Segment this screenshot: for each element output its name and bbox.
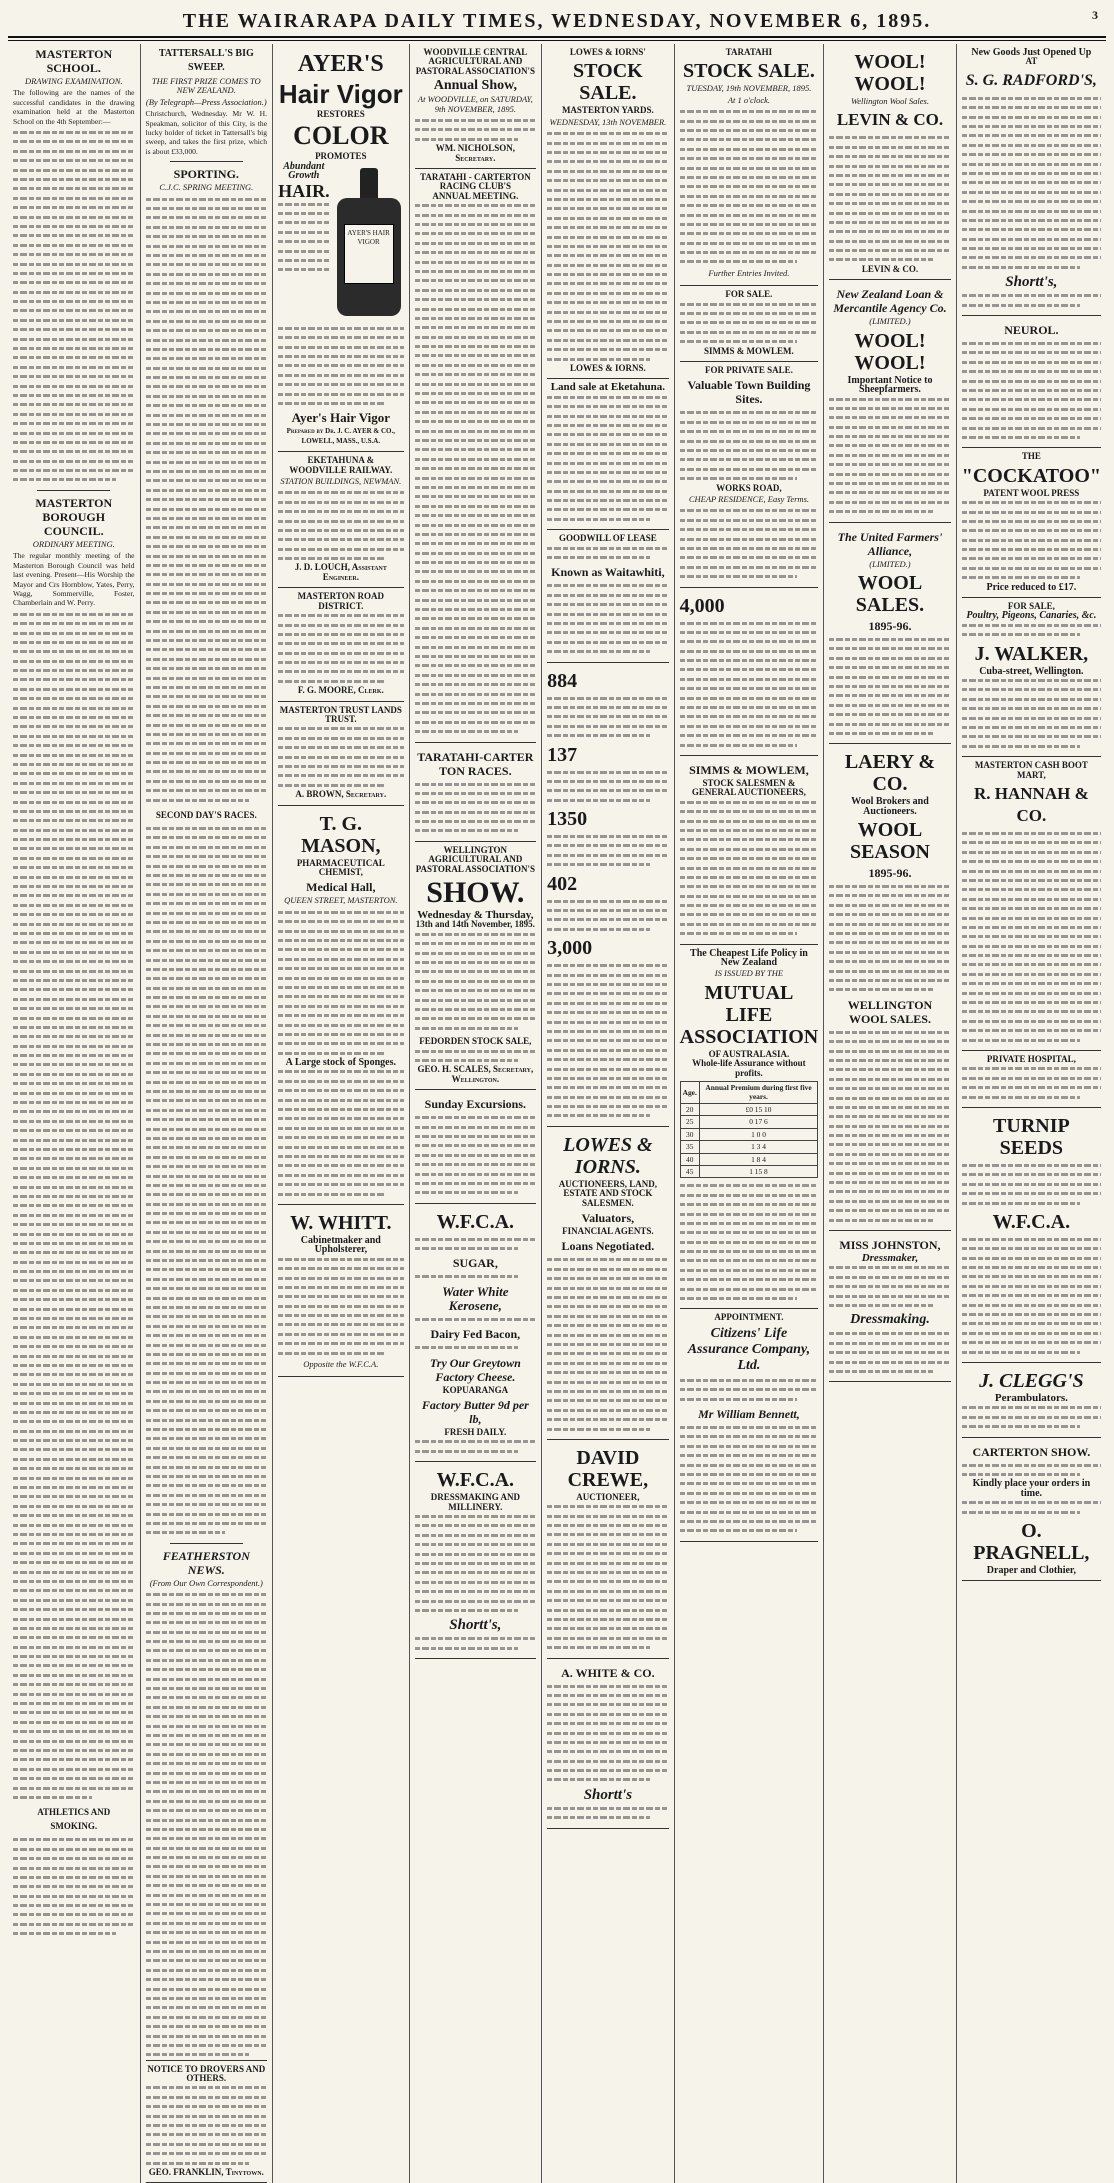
wfca-dressmaking-ad [415,1462,537,1659]
acres-1350: 1350 [547,808,588,831]
road-district-signature: F. G. MOORE, Clerk. [297,685,384,696]
article-title-sporting: SPORTING. [173,167,239,182]
ayers-product: Hair Vigor [278,79,403,109]
trust-lands-signature: A. BROWN, Secretary. [295,789,387,800]
ayers-hair-vigor-ad [278,44,404,452]
table-cell: 35 [680,1141,699,1153]
sponges-line: A Large stock of Sponges. [285,1057,396,1069]
acres-402: 402 [547,872,578,895]
article-title-masterton-school: MASTERTON SCHOOL. [35,47,113,75]
land-sale-title: Land sale at Eketahuna. [550,381,666,394]
a-white-name: A. WHITE & CO. [561,1665,655,1680]
woodville-date: At WOODVILLE, on SATURDAY, 9th NOVEMBER, 1895. [417,94,533,114]
works-road-sub: CHEAP RESIDENCE, Easy Terms. [688,493,810,504]
trust-lands-ad [278,702,404,806]
cockatoo-press-ad [962,448,1101,598]
article-body-second-day [146,824,268,1538]
lowes-signature: LOWES & IORNS. [569,362,646,373]
columns [8,44,1106,2177]
article-title-borough-council: MASTERTON BOROUGH COUNCIL. [35,495,113,538]
article-byline-tattersall: (By Telegraph—Press Association.) [145,96,267,107]
woodville-signature: WM. NICHOLSON, Secretary. [435,143,515,163]
citizens-life-ad [680,1309,819,1541]
eketahuna-railway-ad [278,452,404,588]
wfca2-title: W.F.C.A. [436,1469,515,1492]
goodwill-title: GOODWILL OF LEASE [559,533,657,544]
table-cell: 1 15 8 [699,1165,817,1177]
laery-name: LAERY & CO. [844,751,936,796]
neurol-title: NEUROL. [1004,323,1059,338]
levin-name: LEVIN & CO. [836,110,944,130]
carterton-show-sub: Kindly place your orders in time. [972,1478,1091,1499]
lowes2-loans: Loans Negotiated. [561,1239,655,1254]
column-3 [273,44,410,2183]
johnston-name: MISS JOHNSTON, [839,1237,941,1252]
column-6 [675,44,825,2183]
article-title-tattersall: TATTERSALL'S BIG SWEEP. [158,48,254,73]
article-subtitle-ordinary-meeting: ORDINARY MEETING. [32,538,115,549]
taratahi-stock-sale-ad [680,44,819,286]
column-4 [410,44,543,2183]
article-lead-council: The regular monthly meeting of the Masterton Borough Council was held last evening. Present—His Worship the Mayor and Crs Hornblow, Yates, Perry, Wagg, Sommerville, Foster, Chamberlain and W. Perry. [13,551,135,608]
for-sale-cabinet-ad [680,286,819,362]
nz-loan-title: New Zealand Loan & Mercantile Agency Co. [833,287,947,316]
simms-name: SIMMS & MOWLEM, [689,762,809,777]
wool-sales-year: 1895-96. [868,618,912,633]
dressmaking-title: Dressmaking. [850,1312,930,1328]
wellington-show-big: SHOW. [426,876,525,910]
shortts-col8: Shortt's, [1005,274,1058,291]
wfca-kerosene: Water White Kerosene, [442,1283,509,1313]
taratahi-racing-sub: ANNUAL MEETING. [432,190,519,201]
lowes-date: WEDNESDAY, 13th NOVEMBER. [549,116,667,127]
hannah-name: R. HANNAH & CO. [973,783,1089,825]
carterton-show-title: CARTERTON SHOW. [972,1444,1091,1459]
page-number: 3 [1092,8,1100,22]
lowes-stock-sale: STOCK SALE. [573,60,643,105]
crewe-name: DAVID CREWE, [567,1446,649,1491]
ayers-brand: AYER'S [297,51,384,77]
article-body-sporting [146,195,268,805]
table-cell: 40 [680,1153,699,1165]
taratahi-title: TARATAHI [725,47,773,57]
united-farmers-ad [829,523,951,745]
acres-137: 137 [547,743,578,766]
fedorden-signature: GEO. H. SCALES, Secretary, Wellington. [417,1064,534,1084]
a-white-ad [547,1659,669,1829]
cockatoo-price: Price reduced to £17. [986,581,1077,593]
radford-title: New Goods Just Opened Up [971,47,1092,58]
taratahi-racing-title: TARATAHI - CARTERTON RACING CLUB'S [419,172,531,192]
acres-3000: 3,000 [547,937,593,960]
wellington-show-dates2: 13th and 14th November, 1895. [415,919,535,930]
ayers-claim-restores: RESTORES [316,109,365,119]
notice-drovers-title: NOTICE TO DROVERS AND OTHERS. [147,2063,266,2084]
lowes-iorns-stock-sale-ad [547,44,669,379]
levin-wool-big: WOOL! WOOL! [854,51,926,95]
levin-wool-ad [829,44,951,280]
wool-sales-big: WOOL SALES. [855,571,925,616]
premium-col-premium: Annual Premium during first five years. [699,1082,817,1104]
woodville-title: WOODVILLE CENTRAL AGRICULTURAL AND PASTORAL ASSOCIATION'S [415,47,535,76]
lowes2-sub: AUCTIONEERS, LAND, ESTATE AND STOCK SALESMEN. [558,1178,658,1208]
nz-loan-limited: (LIMITED.) [869,316,911,327]
premium-table-header [680,1082,818,1104]
article-subtitle-drawing: DRAWING EXAMINATION. [24,76,123,86]
table-row [680,1153,818,1165]
article-lead-tattersall: Christchurch, Wednesday. Mr W. H. Speakman, solicitor of this City, is the lucky holder of ticket in Tattersall's big sweep, and takes the first prize, which is about £33,000. [145,109,268,156]
simms-sub: STOCK SALESMEN & GENERAL AUCTIONEERS, [691,777,806,798]
laery-ad [829,744,951,1231]
article-body-featherston [146,1590,268,2060]
acres-884: 884 [547,669,578,692]
mason-hall: Medical Hall, [306,880,376,895]
pragnell-sub: Draper and Clothier, [986,1564,1076,1576]
eketahuna-signature: J. D. LOUCH, Assistant Engineer. [294,562,387,582]
wfca-bacon: Dairy Fed Bacon, [430,1327,521,1342]
whitt-footer: Opposite the W.F.C.A. [303,1359,379,1370]
article-body-drawing [13,128,135,485]
taratahi-footer: Further Entries Invited. [708,267,790,278]
column-7 [824,44,957,2183]
sunday-excursions-ad [415,1090,537,1204]
kopuaranga-fresh: FRESH DAILY. [444,1427,507,1438]
notice-to-drovers [146,2060,268,2183]
article-byline-featherston: (From Our Own Correspondent.) [149,1577,263,1588]
ayers-tagline: Ayer's Hair Vigor [291,410,391,426]
private-sale-title: FOR PRIVATE SALE. [704,365,793,376]
road-district-ad [278,588,404,701]
wellington-wool-sales: WELLINGTON WOOL SALES. [847,997,933,1026]
whitt-name: W. WHITT. [290,1211,392,1234]
shortts-col4: Shortt's, [449,1617,502,1634]
radford-at: AT [1025,56,1038,67]
article-title-featherston: FEATHERSTON NEWS. [162,1548,250,1577]
table-row [680,1103,818,1115]
acreage-listings-ad [547,663,669,1127]
boot-mart-title: MASTERTON CASH BOOT MART, [974,760,1088,780]
ayers-claim-hair: HAIR. [278,180,330,201]
table-cell: 1 8 4 [699,1153,817,1165]
article-body-council [13,610,135,1803]
hospital-title: PRIVATE HOSPITAL, [986,1053,1076,1064]
levin-signature: LEVIN & CO. [861,263,919,274]
poultry-ad [962,598,1101,757]
column-5 [542,44,675,2183]
david-crewe-ad [547,1440,669,1659]
mason-sub: PHARMACEUTICAL CHEMIST, [296,857,385,877]
taratahi-carterton-title: TARATAHI-CARTER TON RACES. [417,749,534,778]
wellington-show-ad [415,842,537,1090]
bottle-label: AYER'S HAIR VIGOR [344,224,394,284]
wfca-cheese: Try Our Greytown Factory Cheese. [429,1355,521,1384]
mutual-title: MUTUAL LIFE ASSOCIATION [679,981,819,1048]
mutual-issued: IS ISSUED BY THE [714,968,784,979]
clegg-sub: Perambulators. [994,1391,1068,1404]
lowes2-financial: FINANCIAL AGENTS. [562,1226,654,1237]
table-cell: 0 17 6 [699,1116,817,1128]
pragnell-name: O. PRAGNELL, [973,1519,1090,1564]
table-cell: £0 15 10 [699,1103,817,1115]
article-body-athletics [13,1835,135,1938]
mutual-life-ad [680,945,819,1310]
table-cell: 20 [680,1103,699,1115]
mutual-sub: OF AUSTRALASIA. [708,1048,790,1059]
radford-name: S. G. RADFORD'S, [965,71,1097,89]
lowes-yards: MASTERTON YARDS. [561,105,654,116]
whitt-sub: Cabinetmaker and Upholsterer, [300,1234,381,1256]
private-hospital-ad [962,1051,1101,1108]
shortts-col5: Shortt's [583,1786,633,1803]
mason-address: QUEEN STREET, MASTERTON. [284,895,398,906]
taratahi-carterton-races-ad [415,743,537,842]
premium-col-age: Age. [680,1082,699,1104]
article-lead-drawing: The following are the names of the successful candidates in the drawing examination held at the Masterton School on the 4th September:— [13,88,135,126]
article-subtitle-first-prize: THE FIRST PRIZE COMES TO NEW ZEALAND. [151,76,261,96]
lowes2-title: LOWES & IORNS. [563,1133,653,1178]
kopuaranga-butter: Factory Butter 9d per lb, [421,1398,529,1427]
lowes-title: LOWES & IORNS' [569,47,646,57]
miss-johnston-ad [829,1231,951,1382]
wool-season-year: 1895-96. [868,866,912,881]
wfca-sugar: SUGAR, [452,1256,498,1271]
ayers-maker: Prepared by Dr. J. C. AYER & CO., LOWELL, MASS., U.S.A. [286,427,396,445]
wfca-sugar-ad [415,1204,537,1463]
hannah-ad [962,757,1101,1051]
whitt-ad [278,1205,404,1378]
sunday-excursions-title: Sunday Excursions. [424,1097,527,1112]
cockatoo-the: THE [1021,451,1041,462]
eketahuna-sub: STATION BUILDINGS, NEWMAN. [280,475,402,486]
fedorden-title: FEDORDEN STOCK SALE, [419,1036,532,1047]
wfca2-sub: DRESSMAKING AND MILLINERY. [430,1492,520,1512]
town-sites-ad [680,362,819,587]
wool-wool-2: WOOL! WOOL! [854,329,926,374]
nz-loan-ad [829,280,951,522]
hair-vigor-bottle-image [334,168,404,318]
article-title-athletics: ATHLETICS AND SMOKING. [37,1807,111,1832]
turnip-title: TURNIP SEEDS [993,1114,1070,1159]
walker-name: J. WALKER, [974,642,1089,665]
poultry-sub: Poultry, Pigeons, Canaries, &c. [966,610,1097,622]
column-8 [957,44,1106,2183]
laery-sub: Wool Brokers and Auctioneers. [851,796,929,817]
lowes2-valuators: Valuators, [581,1211,635,1226]
radford-ad [962,44,1101,316]
column-2 [141,44,274,2183]
mason-chemist-ad [278,806,404,1205]
road-district-title: MASTERTON ROAD DISTRICT. [297,591,384,611]
taratahi-time: At 1 o'clock. [727,94,771,105]
ayers-claim-growth: Abundant Growth [283,160,325,182]
walker-address: Cuba-street, Wellington. [979,665,1084,677]
amount-4000: 4,000 [679,594,725,617]
lowes-iorns-agents-ad [547,1127,669,1440]
town-sites-sub: Valuable Town Building Sites. [687,378,811,407]
mason-name: T. G. MASON, [301,812,381,857]
simms-mowlem-ad [680,756,819,945]
four-thousand-ad [680,588,819,756]
table-cell: 25 [680,1116,699,1128]
clegg-name: J. CLEGG'S [979,1369,1084,1392]
masthead-title: THE WAIRARAPA DAILY TIMES, WEDNESDAY, NOVEMBER 6, 1895. [182,9,932,32]
ayers-claim-color: COLOR [293,121,389,151]
taratahi-stock-sale: STOCK SALE. [682,60,815,83]
works-road-title: WORKS ROAD, [716,482,782,493]
wellington-show-title: WELLINGTON AGRICULTURAL AND PASTORAL ASSOCIATION'S [415,844,535,874]
woodville-show-ad [415,44,537,169]
taratahi-date: TUESDAY, 19th NOVEMBER, 1895. [686,83,812,94]
wellington-show-dates: Wednesday & Thursday, [417,909,534,922]
united-farmers-title: The United Farmers' Alliance, [837,529,943,558]
turnip-seeds-ad [962,1108,1101,1363]
column-1 [8,44,141,2183]
table-row [680,1128,818,1140]
wfca-col8-title: W.F.C.A. [992,1210,1071,1233]
table-cell: 30 [680,1128,699,1140]
william-bennett: Mr William Bennett, [698,1406,800,1421]
wfca-title: W.F.C.A. [436,1210,515,1233]
article-subtitle-cjc: C.J.C. SPRING MEETING. [159,182,254,193]
crewe-sub: AUCTIONEER, [576,1491,640,1502]
article-title-second-day: SECOND DAY'S RACES. [155,810,257,821]
premium-table [680,1081,819,1178]
kopuaranga-title: KOPUARANGA [442,1384,509,1395]
masthead-rule [8,40,1106,41]
notice-drovers-signature: GEO. FRANKLIN, Tinytown. [148,2167,264,2177]
levin-wool-sub: Wellington Wool Sales. [850,96,929,106]
united-farmers-limited: (LIMITED.) [869,558,911,569]
table-cell: 1 3 4 [699,1141,817,1153]
wool-season: WOOL SEASON [849,819,930,864]
for-sale-title: FOR SALE. [725,289,773,300]
mutual-cheapest: The Cheapest Life Policy in New Zealand [690,947,808,969]
carterton-show-ad [962,1438,1101,1582]
table-row [680,1165,818,1177]
table-cell: 1 0 0 [699,1128,817,1140]
for-sale-signature: SIMMS & MOWLEM. [704,345,794,356]
clegg-ad [962,1363,1101,1438]
appointment-title: APPOINTMENT. [714,1312,784,1323]
taratahi-racing-ad [415,169,537,742]
table-row [680,1141,818,1153]
poultry-for-sale: FOR SALE, [1007,601,1055,612]
goodwill-known-as: Known as Waitawhiti, [551,565,665,580]
neurol-ad [962,316,1101,448]
goodwill-lease-ad [547,530,669,662]
ayers-claim-promotes: PROMOTES [315,151,367,162]
cockatoo-name: "COCKATOO" [961,464,1101,487]
table-cell: 45 [680,1165,699,1177]
masthead [8,6,1106,38]
cockatoo-sub: PATENT WOOL PRESS [983,487,1080,498]
eketahuna-title: EKETAHUNA & WOODVILLE RAILWAY. [289,455,393,475]
eketahuna-land-sale-ad [547,379,669,530]
important-notice: Important Notice to Sheepfarmers. [847,374,933,396]
trust-lands-title: MASTERTON TRUST LANDS TRUST. [279,704,402,725]
table-row [680,1116,818,1128]
citizens-title: Citizens' Life Assurance Company, Ltd. [687,1325,811,1373]
woodville-show: Annual Show, [433,78,517,94]
johnston-sub: Dressmaker, [861,1251,919,1264]
mutual-whole-life: Whole-life Assurance without profits. [692,1058,806,1078]
